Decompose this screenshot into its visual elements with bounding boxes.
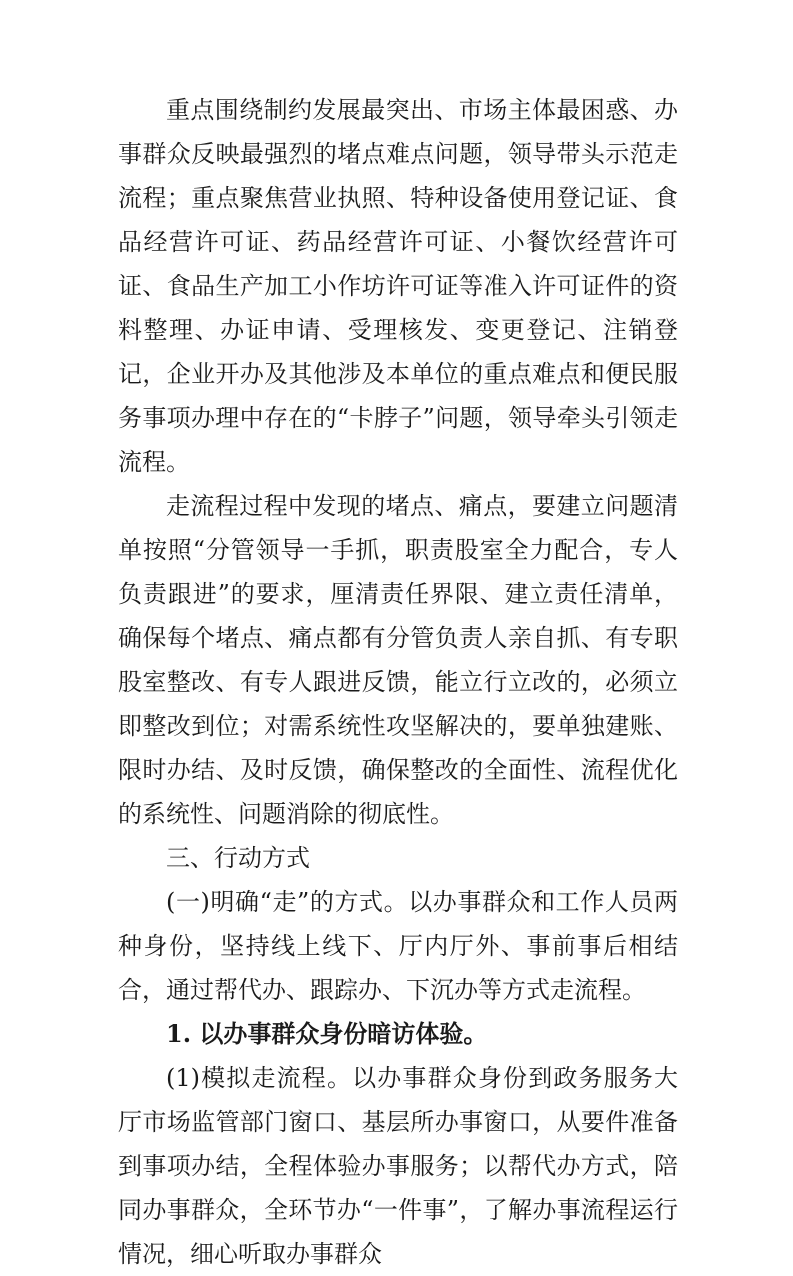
document-body (118, 88, 678, 1276)
paragraph-key-issues: 重点围绕制约发展最突出、市场主体最困惑、办事群众反映最强烈的堵点难点问题，领导带头示范走流程；重点聚焦营业执照、特种设备使用登记证、食品经营许可证、药品经营许可证、小餐饮经营许可证、食品生产加工小作坊许可证等准入许可证件的资料整理、办证申请、受理核发、变更登记、注销登记，企业开办及其他涉及本单位的重点难点和便民服务事项办理中存在的“卡脖子”问题，领导牵头引领走流程。 (118, 96, 678, 476)
paragraph-walk-method: (一)明确“走”的方式。以办事群众和工作人员两种身份，坚持线上线下、厅内厅外、事前事后相结合，通过帮代办、跟踪办、下沉办等方式走流程。 (118, 888, 678, 1004)
section-heading-action-methods: 三、行动方式 (166, 844, 310, 872)
paragraph-problem-list: 走流程过程中发现的堵点、痛点，要建立问题清单按照“分管领导一手抓，职责股室全力配合，专人负责跟进”的要求，厘清责任界限、建立责任清单，确保每个堵点、痛点都有分管负责人亲自抓、有专职股室整改、有专人跟进反馈，能立行立改的，必须立即整改到位；对需系统性攻坚解决的，要单独建账、限时办结、及时反馈，确保整改的全面性、流程优化的系统性、问题消除的彻底性。 (118, 492, 678, 828)
paragraph-simulate-process: (1)模拟走流程。以办事群众身份到政务服务大厅市场监管部门窗口、基层所办事窗口，从要件准备到事项办结，全程体验办事服务；以帮代办方式，陪同办事群众，全环节办“一件事”，了解办事流程运行情况，细心听取办事群众 (118, 1064, 678, 1268)
subheading-undercover-experience: 1. 以办事群众身份暗访体验。 (166, 1019, 488, 1048)
